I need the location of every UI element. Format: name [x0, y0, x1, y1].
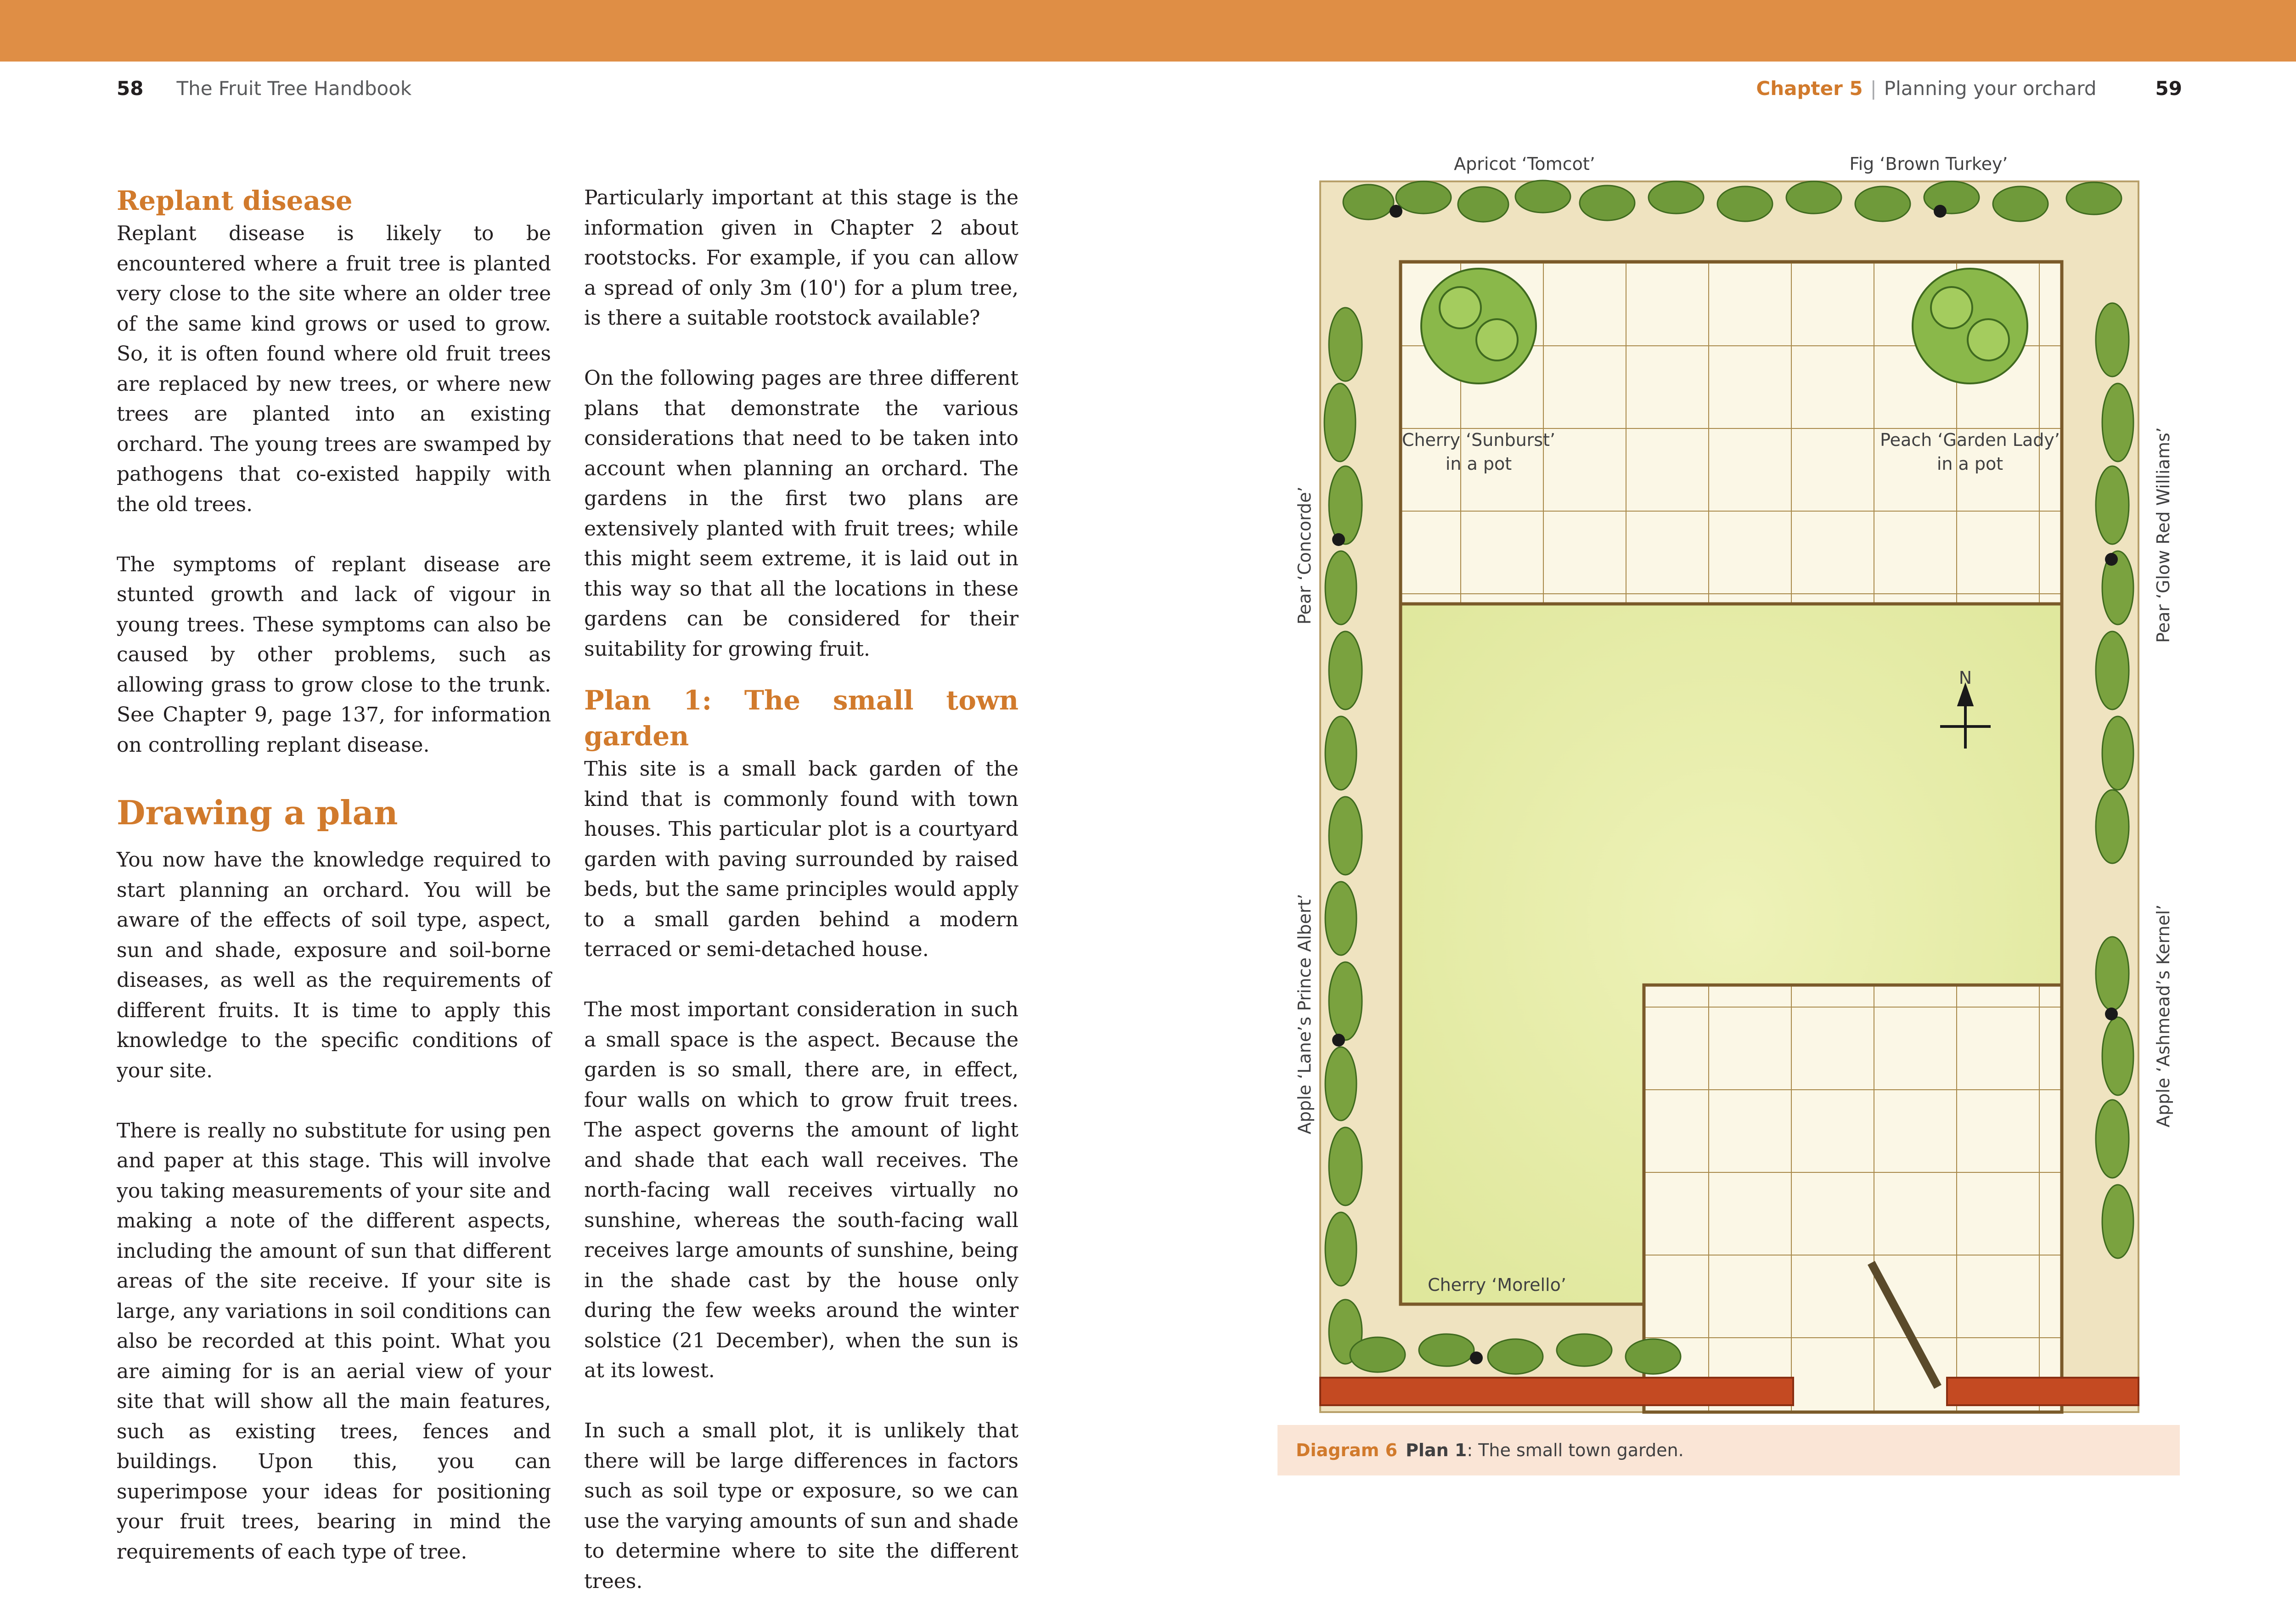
label-pear-glow: Pear ‘Glow Red Williams’ [2153, 427, 2173, 643]
paragraph: This site is a small back garden of the kind that is commonly found with town houses. This particular plot is a courtyard garden with paving surrounded by raised beds, but the same principles would apply to a small garden behind a modern terraced or semi-detached house. [584, 757, 1019, 961]
label-in-a-pot: in a pot [1936, 454, 2003, 474]
diagram-caption [1277, 1425, 2180, 1475]
potted-tree-peach [1913, 269, 2027, 383]
paragraph: You now have the knowledge required to start planning an orchard. You will be aware of the effects of soil type, aspect, sun and shade, exposure and soil-borne diseases, as well as the requirements of different fruits. It is time to apply this knowledge to the specific conditions of your site. [117, 848, 551, 1082]
heading-drawing-a-plan: Drawing a plan [117, 793, 398, 832]
running-head-left [117, 76, 411, 101]
house-wall-left [1320, 1378, 1793, 1405]
label-in-a-pot: in a pot [1445, 454, 1512, 474]
garden-plan-diagram [1277, 147, 2195, 1424]
label-fig: Fig ‘Brown Turkey’ [1849, 154, 2008, 174]
header-separator: | [1870, 77, 1877, 100]
paragraph: Particularly important at this stage is the information given in Chapter 2 about rootstocks. For example, if you can allow a spread of only 3m (10') for a plum tree, is there a suitable rootstock available? [584, 186, 1019, 330]
page-number-right: 59 [2155, 77, 2182, 100]
paragraph: The most important consideration in such a small space is the aspect. Because the garden is so small, there are, in effect, four walls on which to grow fruit trees. The aspect governs the amount of light and shade that each wall receives. The north-facing wall receives virtually no sunshine, whereas the south-facing wall receives large amounts of sunshine, being in the shade cast by the house only during the few weeks around the winter solstice (21 December), when the sun is at its lowest. [584, 998, 1019, 1382]
paragraph: Replant disease is likely to be encountered where a fruit tree is planted very close to the site where an older tree of the same kind grows or used to grow. So, it is often found where old fruit trees are replaced by new trees, or where new trees are planted into an existing orchard. The young trees are swamped by pathogens that co-existed happily with the old trees. [117, 222, 551, 516]
chapter-label: Chapter 5 [1756, 77, 1863, 100]
paving-bottom [1644, 985, 2062, 1412]
running-head-right [1756, 76, 2182, 101]
caption-text: : The small town garden. [1467, 1440, 1684, 1460]
text-column-left [117, 183, 551, 1567]
header-band [0, 0, 2296, 62]
label-apricot: Apricot ‘Tomcot’ [1454, 154, 1595, 174]
paragraph: The symptoms of replant disease are stunted growth and lack of vigour in young trees. These symptoms can also be caused by other problems, such as allowing grass to grow close to the trunk. See Chapter 9, page 137, for information on controlling replant disease. [117, 552, 551, 757]
heading-replant-disease: Replant disease [117, 185, 353, 216]
caption-plan-label: Plan 1 [1406, 1440, 1467, 1460]
book-title: The Fruit Tree Handbook [176, 77, 412, 100]
label-cherry-sunburst: Cherry ‘Sunburst’ [1401, 430, 1556, 450]
label-cherry-morello: Cherry ‘Morello’ [1428, 1275, 1566, 1295]
label-peach: Peach ‘Garden Lady’ [1880, 430, 2060, 450]
paragraph: There is really no substitute for using pen and paper at this stage. This will involve you taking measurements of your site and making a note of the different aspects, including the amount of sun that different areas of the site receive. If your site is large, any variations in soil conditions can also be recorded at this point. What you are aiming for is an aerial view of your site that will show all the main features, such as existing trees, fences and buildings. Upon this, you can superimpose your ideas for positioning your fruit trees, bearing in mind the requirements of each type of tree. [117, 1119, 551, 1564]
potted-tree-cherry [1421, 269, 1536, 383]
label-apple-ashmead: Apple ‘Ashmead’s Kernel’ [2153, 904, 2173, 1127]
heading-plan-1: Plan 1: The small town garden [584, 685, 1019, 752]
text-column-middle [584, 183, 1019, 1596]
chapter-title: Planning your orchard [1884, 77, 2097, 100]
label-pear-concorde: Pear ‘Concorde’ [1294, 486, 1315, 625]
house-wall-right [1947, 1378, 2138, 1405]
compass-north-label: N [1958, 668, 1972, 688]
caption-diagram-number: Diagram 6 [1296, 1440, 1398, 1460]
paragraph: In such a small plot, it is unlikely that there will be large differences in factors such as soil type or exposure, so we can use the varying amounts of sun and shade to determine where to site the different trees. [584, 1419, 1019, 1593]
garden-plan-illustration [1277, 147, 2195, 1424]
paragraph: On the following pages are three different plans that demonstrate the various considerations that need to be taken into account when planning an orchard. The gardens in the first two plans are extensively planted with fruit trees; while this might seem extreme, it is laid out in this way so that all the locations in these gardens can be considered for their suitability for growing fruit. [584, 366, 1019, 661]
page-number-left: 58 [117, 77, 144, 100]
label-apple-lane: Apple ‘Lane’s Prince Albert’ [1294, 894, 1315, 1134]
